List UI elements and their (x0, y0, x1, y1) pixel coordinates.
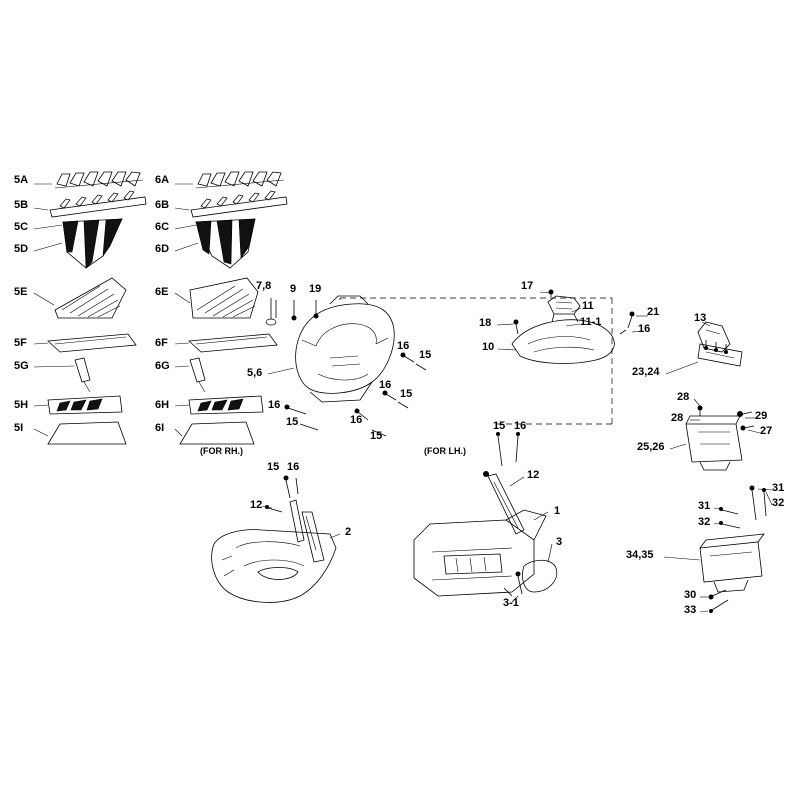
part-6H-graphic (189, 396, 263, 414)
callout-12-b: 12 (250, 499, 263, 511)
callout-15-d: 15 (370, 430, 383, 442)
callout-7-8: 7,8 (256, 280, 272, 292)
callout-6F: 6F (155, 337, 168, 349)
callout-6H: 6H (155, 399, 170, 411)
note-for-rh: (FOR RH.) (200, 446, 243, 456)
callout-18: 18 (479, 317, 492, 329)
callout-5C: 5C (14, 221, 29, 233)
callout-1: 1 (554, 505, 561, 517)
part-6F-graphic (189, 334, 277, 352)
callout-27: 27 (760, 425, 773, 437)
callout-17: 17 (521, 280, 534, 292)
callout-11: 11 (582, 300, 594, 312)
callout-28-a: 28 (677, 391, 690, 403)
part-1-floorboard (414, 432, 557, 596)
callout-28-b: 28 (671, 412, 684, 424)
callout-16-e: 16 (638, 323, 651, 335)
part-6I-graphic (180, 422, 254, 444)
callout-33: 33 (684, 604, 697, 616)
callout-5H: 5H (14, 399, 29, 411)
callout-15-f: 15 (267, 461, 280, 473)
callout-29: 29 (755, 410, 768, 422)
callout-11-1: 11-1 (580, 316, 602, 328)
callout-6B: 6B (155, 199, 170, 211)
callout-16-d: 16 (350, 414, 363, 426)
part-5I-graphic (48, 422, 126, 444)
callout-5E: 5E (14, 286, 28, 298)
callout-12-a: 12 (527, 469, 540, 481)
callout-16-c: 16 (268, 399, 281, 411)
callout-15-b: 15 (400, 388, 413, 400)
callout-34-35: 34,35 (626, 549, 654, 561)
callout-6E: 6E (155, 286, 169, 298)
callout-21: 21 (647, 306, 660, 318)
callout-5D: 5D (14, 243, 29, 255)
callout-6D: 6D (155, 243, 170, 255)
part-25-26-box (686, 406, 754, 471)
callout-16-b: 16 (379, 379, 392, 391)
part-5H-graphic (48, 396, 122, 414)
callout-31-b: 31 (698, 500, 711, 512)
part-13-bracket (698, 322, 742, 366)
callout-15-c: 15 (286, 416, 299, 428)
part-2-panel (212, 476, 336, 603)
callout-13: 13 (694, 312, 707, 324)
callout-6A: 6A (155, 174, 170, 186)
part-6B-graphic (191, 191, 287, 217)
callout-32-a: 32 (772, 497, 785, 509)
callout-31-a: 31 (772, 482, 785, 494)
part-5F-graphic (48, 334, 136, 352)
callout-5F: 5F (14, 337, 27, 349)
construction-lines (340, 298, 612, 424)
part-6E-graphic (190, 278, 258, 318)
callout-2: 2 (345, 526, 352, 538)
part-5B-graphic (50, 191, 146, 217)
part-6G-graphic (190, 358, 205, 392)
callout-23-24: 23,24 (632, 366, 660, 378)
callout-15-a: 15 (419, 349, 432, 361)
callout-16-g: 16 (287, 461, 300, 473)
callout-6C: 6C (155, 221, 170, 233)
part-5G-graphic (75, 358, 90, 392)
part-10-11-cover (512, 290, 635, 364)
callout-3-1: 3-1 (503, 597, 519, 609)
callout-32-b: 32 (698, 516, 711, 528)
part-6A-graphic (196, 172, 284, 188)
callout-19: 19 (309, 283, 322, 295)
callout-15-e: 15 (493, 420, 506, 432)
part-5C-5D-graphic (63, 219, 122, 268)
callout-6G: 6G (155, 360, 170, 372)
callout-16-a: 16 (397, 340, 410, 352)
part-5E-graphic (55, 278, 126, 318)
callout-5A: 5A (14, 174, 29, 186)
callout-5-6: 5,6 (247, 367, 263, 379)
callout-25-26: 25,26 (637, 441, 665, 453)
callout-9: 9 (290, 283, 297, 295)
callout-16-f: 16 (514, 420, 527, 432)
callout-5I: 5I (14, 422, 24, 434)
note-for-lh: (FOR LH.) (424, 446, 466, 456)
part-5A-graphic (55, 172, 143, 188)
callout-5B: 5B (14, 199, 29, 211)
callout-10: 10 (482, 341, 495, 353)
callout-6I: 6I (155, 422, 165, 434)
callout-3: 3 (556, 536, 563, 548)
part-6C-6D-graphic (196, 219, 255, 268)
callout-5G: 5G (14, 360, 29, 372)
callout-30: 30 (684, 589, 697, 601)
